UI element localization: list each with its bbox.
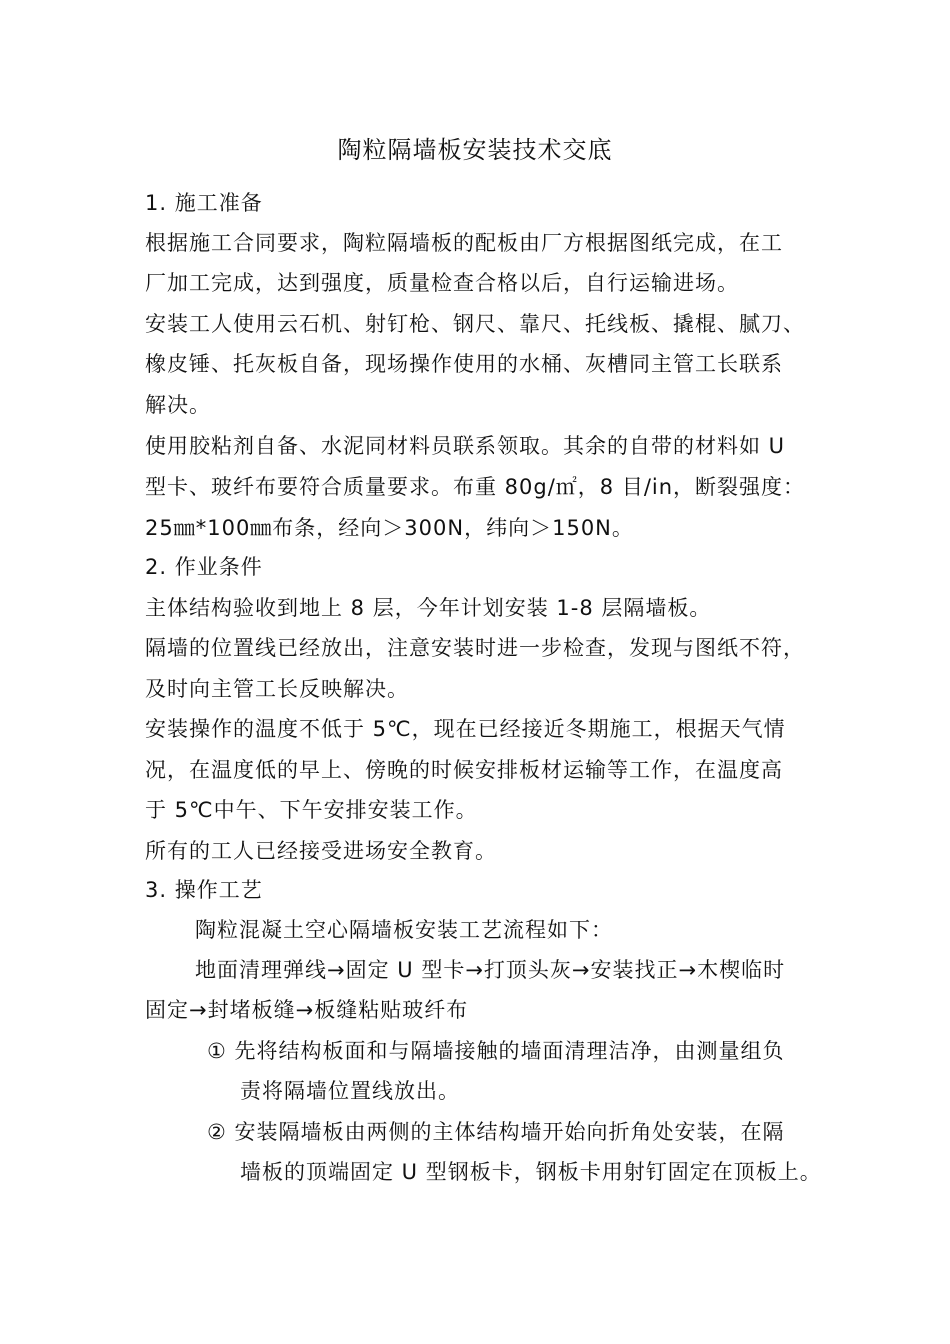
paragraph-line: 所有的工人已经接受进场安全教育。 [145,839,497,863]
numbered-item-2: ② 安装隔墙板由两侧的主体结构墙开始向折角处安装，在隔 [207,1120,785,1144]
section-heading-preparation: 1. 施工准备 [145,191,263,215]
numbered-item-2-continued: 墙板的顶端固定 U 型钢板卡，钢板卡用射钉固定在顶板上。 [240,1160,822,1184]
paragraph-line: 隔墙的位置线已经放出，注意安装时进一步检查，发现与图纸不符， [145,636,805,660]
paragraph-line: 解决。 [145,393,211,417]
paragraph-line: 安装工人使用云石机、射钉枪、钢尺、靠尺、托线板、撬棍、腻刀、 [145,312,805,336]
paragraph-line: 主体结构验收到地上 8 层，今年计划安装 1-8 层隔墙板。 [145,596,712,620]
section-heading-conditions: 2. 作业条件 [145,555,263,579]
paragraph-line: 根据施工合同要求，陶粒隔墙板的配板由厂方根据图纸完成，在工 [145,231,783,255]
paragraph-line: 安装操作的温度不低于 5℃，现在已经接近冬期施工，根据天气情 [145,717,786,741]
paragraph-line: 于 5℃中午、下午安排安装工作。 [145,798,478,822]
paragraph-line: 及时向主管工长反映解决。 [145,677,409,701]
paragraph-line: 厂加工完成，达到强度，质量检查合格以后，自行运输进场。 [145,271,739,295]
paragraph-line: 使用胶粘剂自备、水泥同材料员联系领取。其余的自带的材料如 U [145,434,786,458]
paragraph-line: 25㎜*100㎜布条，经向＞300N，纬向＞150N。 [145,516,634,540]
process-flow-line: 地面清理弹线→固定 U 型卡→打顶头灰→安装找正→木楔临时 [195,958,786,982]
document-title: 陶粒隔墙板安装技术交底 [337,136,613,164]
paragraph-line: 陶粒混凝土空心隔墙板安装工艺流程如下： [195,918,613,942]
paragraph-line: 况，在温度低的早上、傍晚的时候安排板材运输等工作，在温度高 [145,758,783,782]
process-flow-line: 固定→封堵板缝→板缝粘贴玻纤布 [145,998,469,1022]
section-heading-process: 3. 操作工艺 [145,878,263,902]
paragraph-line: 橡皮锤、托灰板自备，现场操作使用的水桶、灰槽同主管工长联系 [145,352,783,376]
paragraph-line: 型卡、玻纤布要符合质量要求。布重 80g/㎡，8 目/in，断裂强度： [145,475,806,499]
numbered-item-1-continued: 责将隔墙位置线放出。 [240,1079,460,1103]
numbered-item-1: ① 先将结构板面和与隔墙接触的墙面清理洁净，由测量组负 [207,1039,785,1063]
